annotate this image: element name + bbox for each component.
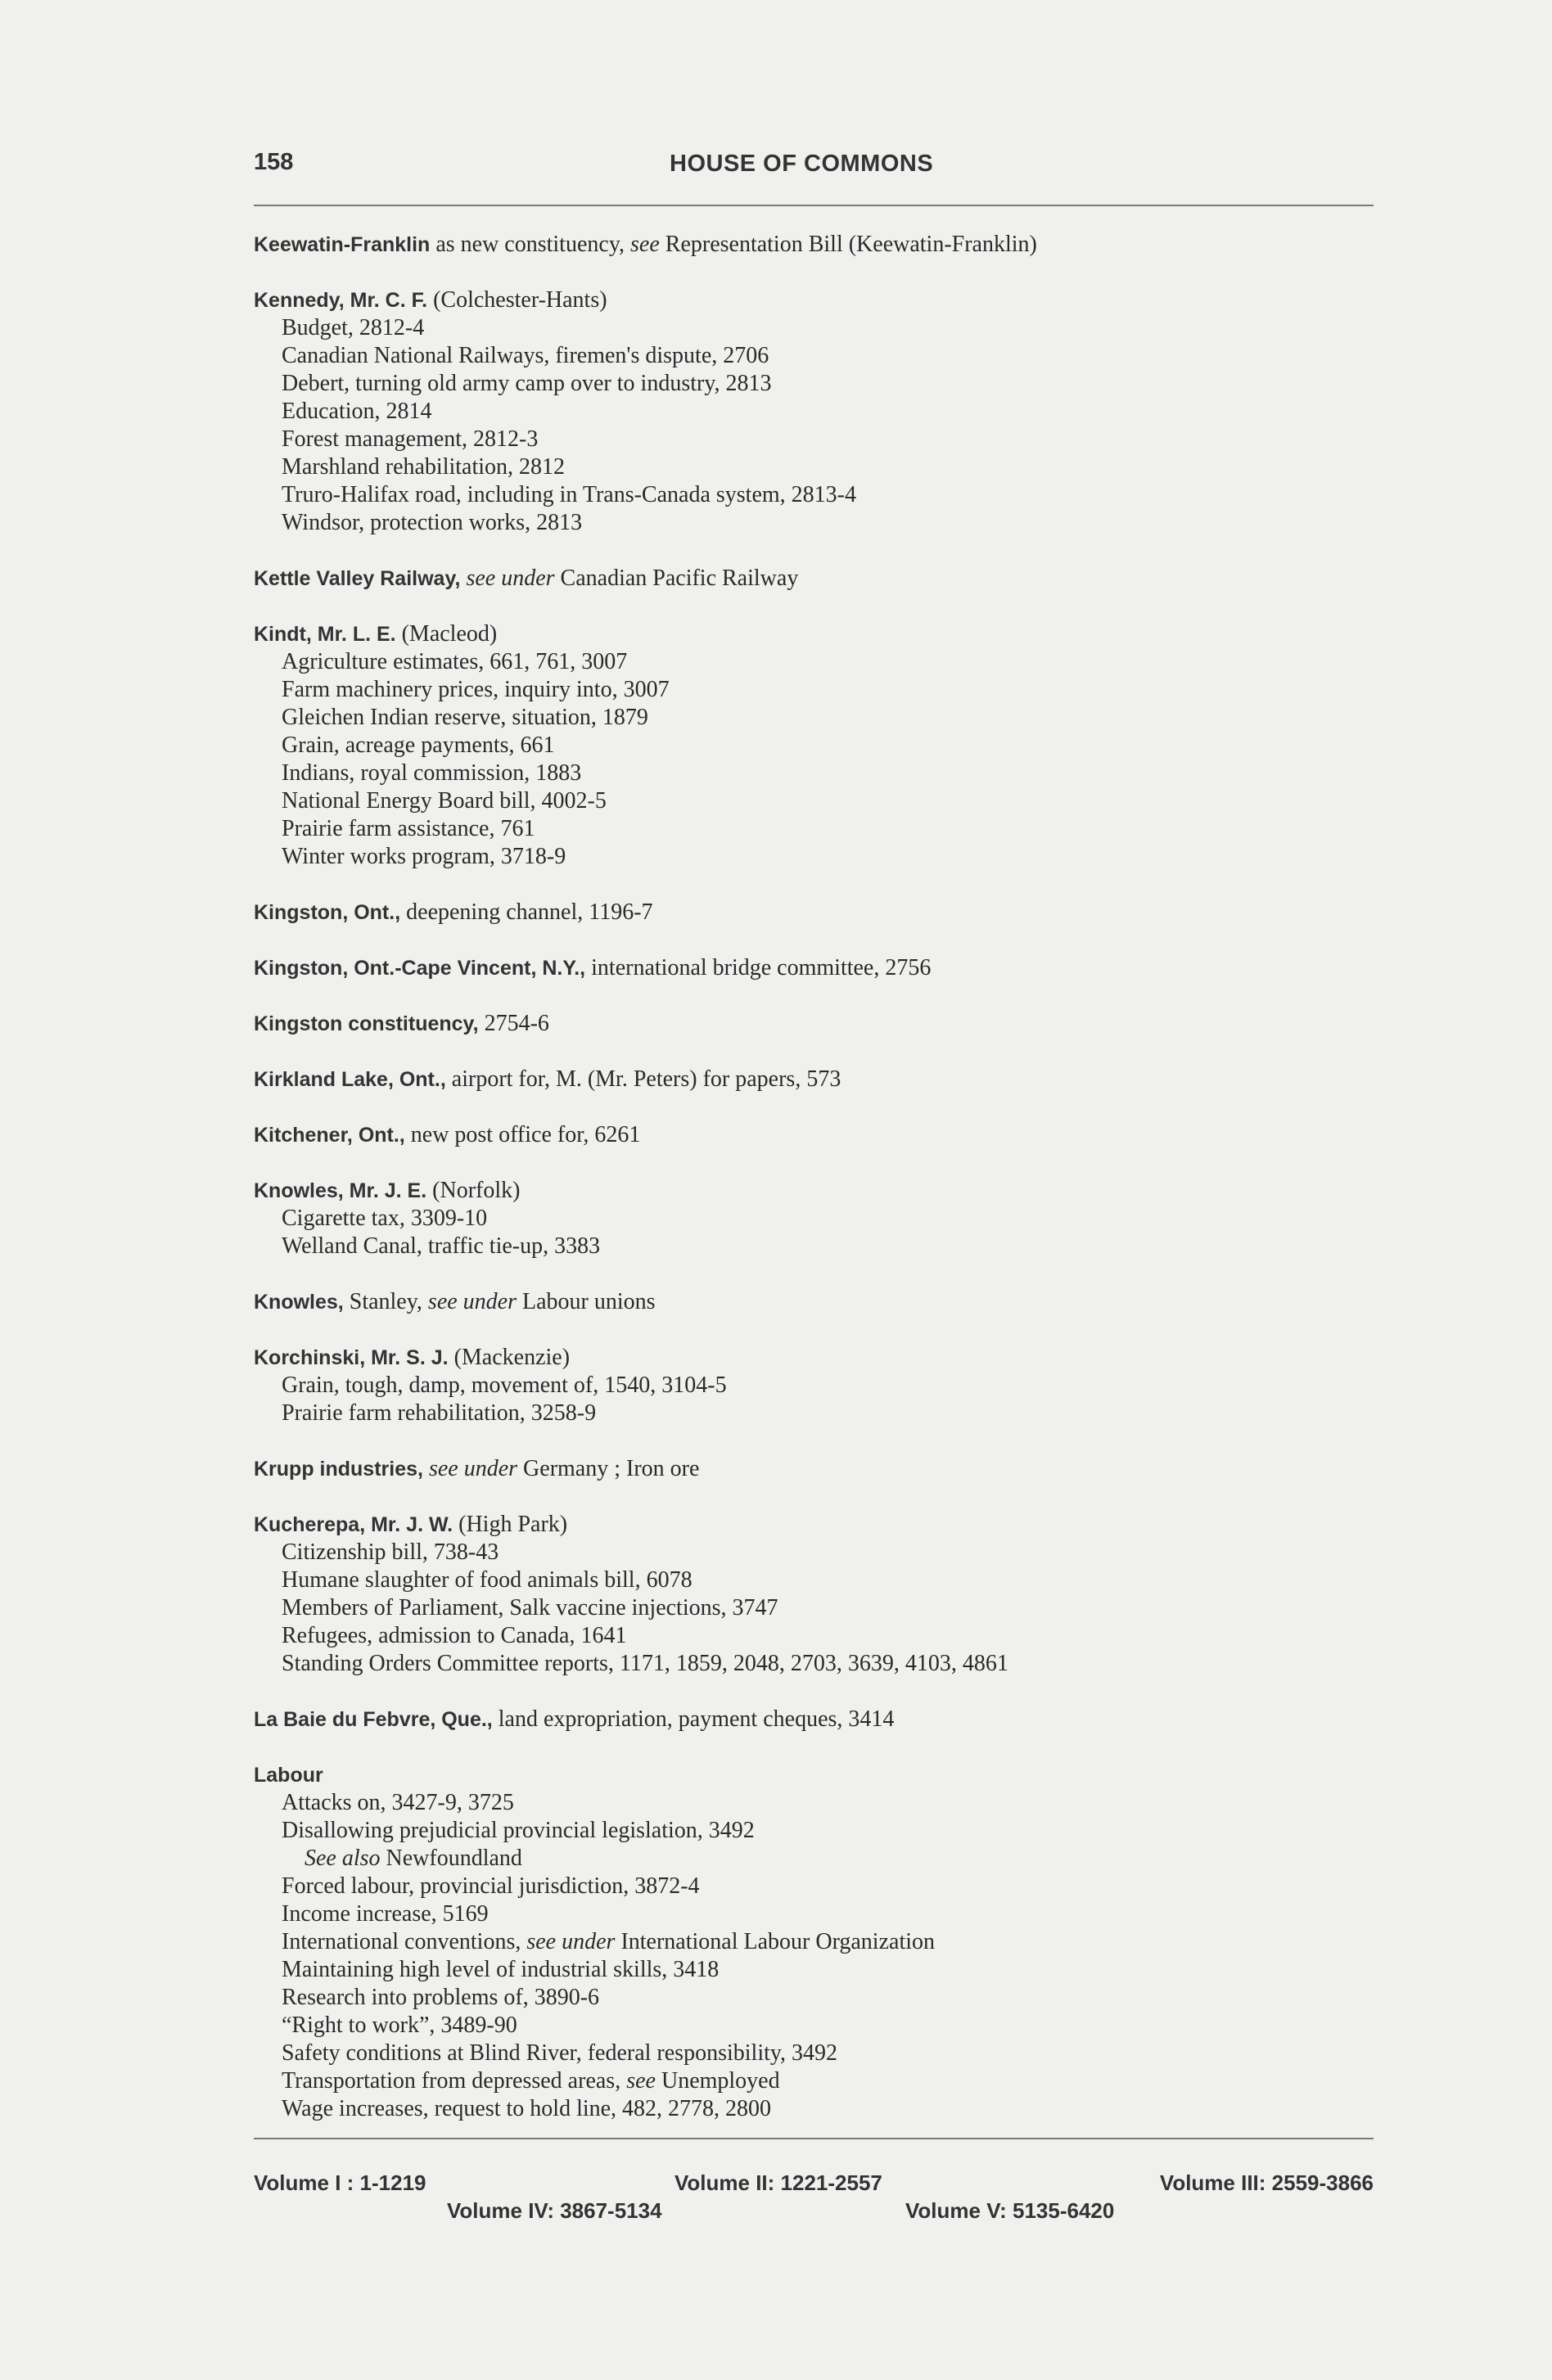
index-entry	[254, 1455, 1367, 1483]
subentry: Truro-Halifax road, including in Trans-Canada system, 2813-4	[282, 482, 856, 507]
entry-spacer	[254, 1733, 1367, 1761]
entry-qualifier: as new constituency,	[430, 232, 630, 257]
entry-heading: Labour	[254, 1764, 323, 1787]
entry-qualifier: land expropriation, payment cheques, 3414	[492, 1706, 895, 1732]
entry-heading-line	[254, 1344, 1367, 1372]
entry-spacer	[254, 1483, 1367, 1511]
subentry: Members of Parliament, Salk vaccine injections, 3747	[282, 1595, 778, 1620]
subentry: Maintaining high level of industrial skills, 3418	[282, 1957, 720, 1982]
subentry-text: International conventions,	[282, 1929, 527, 1954]
subentry: Forest management, 2812-3	[282, 426, 539, 452]
entry-spacer	[254, 1427, 1367, 1455]
entry-spacer	[254, 926, 1367, 954]
volume-3-range: Volume III: 2559-3866	[1159, 2170, 1374, 2195]
entry-qualifier: international bridge committee, 2756	[585, 955, 932, 980]
subentry: Indians, royal commission, 1883	[282, 760, 582, 786]
subentry: Welland Canal, traffic tie-up, 3383	[282, 1233, 601, 1259]
subentry-text: Transportation from depressed areas,	[282, 2068, 627, 2094]
index-entry	[254, 1010, 1367, 1038]
entry-spacer	[254, 1038, 1367, 1066]
entry-qualifier: deepening channel, 1196-7	[400, 899, 653, 925]
subentry: Cigarette tax, 3309-10	[282, 1206, 488, 1231]
entry-heading-line	[254, 1288, 1367, 1316]
subentry: Standing Orders Committee reports, 1171, 1859, 2048, 2703, 3639, 4103, 4861	[282, 1651, 1008, 1676]
subentry: Citizenship bill, 738-43	[282, 1539, 499, 1565]
entry-heading-line	[254, 1761, 1367, 1789]
entry-qualifier: 2754-6	[478, 1011, 549, 1036]
entry-spacer	[254, 1149, 1367, 1177]
entry-heading: Kingston, Ont.-Cape Vincent, N.Y.,	[254, 957, 586, 980]
see-reference-target: Canadian Pacific Railway	[554, 566, 799, 591]
subentry: Refugees, admission to Canada, 1641	[282, 1623, 627, 1648]
entry-heading: Kindt, Mr. L. E.	[254, 623, 396, 646]
entry-qualifier	[423, 1456, 429, 1481]
see-reference-word: see	[630, 232, 660, 257]
subentry: Gleichen Indian reserve, situation, 1879	[282, 705, 648, 730]
index-entry	[254, 1121, 1367, 1149]
subentry: Prairie farm assistance, 761	[282, 816, 535, 841]
entry-spacer	[254, 1260, 1367, 1288]
volume-footer	[254, 2170, 1374, 2236]
subentry: Attacks on, 3427-9, 3725	[282, 1790, 514, 1815]
index-entry	[254, 1761, 1367, 2123]
see-reference-target: Unemployed	[655, 2068, 780, 2094]
index-entries	[254, 231, 1367, 2123]
see-reference-word: see under	[428, 1456, 518, 1481]
index-entry	[254, 1288, 1367, 1316]
volume-2-range: Volume II: 1221-2557	[674, 2170, 882, 2195]
volume-5-range: Volume V: 5135-6420	[905, 2198, 1115, 2223]
page-header	[254, 149, 1374, 188]
entry-qualifier: Stanley,	[343, 1289, 428, 1314]
subentry: Debert, turning old army camp over to industry, 2813	[282, 371, 772, 396]
entry-heading-line	[254, 1121, 1367, 1149]
footer-rule	[254, 2138, 1374, 2139]
entry-spacer	[254, 1316, 1367, 1344]
subentry	[254, 2067, 1367, 2095]
see-reference-target: Labour unions	[517, 1289, 656, 1314]
subentry: Budget, 2812-4	[282, 315, 425, 340]
index-entry	[254, 1344, 1367, 1427]
index-entry	[254, 1066, 1367, 1093]
entry-heading-line	[254, 286, 1367, 314]
index-entry	[254, 620, 1367, 871]
entry-qualifier: airport for, M. (Mr. Peters) for papers, 573	[445, 1066, 841, 1092]
entry-spacer	[254, 537, 1367, 565]
subentry: Grain, acreage payments, 661	[282, 732, 555, 758]
running-title: HOUSE OF COMMONS	[670, 151, 934, 177]
subentry-list	[254, 648, 1367, 871]
entry-qualifier: (Colchester-Hants)	[427, 287, 607, 313]
entry-heading: Krupp industries,	[254, 1458, 423, 1481]
entry-heading: La Baie du Febvre, Que.,	[254, 1708, 493, 1731]
header-rule	[254, 205, 1374, 206]
entry-heading: Kingston, Ont.,	[254, 901, 401, 924]
see-reference-target: Germany ; Iron ore	[517, 1456, 700, 1481]
see-reference-word: see under	[466, 566, 555, 591]
subentry: Grain, tough, damp, movement of, 1540, 3104-5	[282, 1373, 727, 1398]
entry-heading: Knowles,	[254, 1291, 344, 1314]
entry-spacer	[254, 593, 1367, 620]
see-reference-word: see under	[427, 1289, 517, 1314]
entry-heading-line	[254, 1511, 1367, 1539]
entry-heading-line	[254, 1010, 1367, 1038]
see-reference-word: see under	[526, 1929, 616, 1954]
entry-heading-line	[254, 954, 1367, 982]
subentry: Agriculture estimates, 661, 761, 3007	[282, 649, 628, 674]
entry-heading: Kettle Valley Railway,	[254, 567, 461, 590]
entry-heading-line	[254, 1455, 1367, 1483]
subentry: “Right to work”, 3489-90	[282, 2013, 517, 2038]
subentry: Winter works program, 3718-9	[282, 844, 566, 869]
index-entry	[254, 1177, 1367, 1260]
index-entry	[254, 231, 1367, 259]
volume-1-range: Volume I : 1-1219	[254, 2170, 426, 2195]
entry-heading-line	[254, 899, 1367, 926]
entry-spacer	[254, 871, 1367, 899]
subentry: Humane slaughter of food animals bill, 6078	[282, 1567, 693, 1593]
see-reference-word: See also	[305, 1846, 381, 1871]
subentry: Safety conditions at Blind River, federal responsibility, 3492	[282, 2040, 838, 2066]
subentry-list	[254, 1539, 1367, 1678]
index-entry	[254, 1511, 1367, 1678]
subentry: Education, 2814	[282, 399, 432, 424]
entry-qualifier: (Macleod)	[395, 621, 498, 647]
subentry: Windsor, protection works, 2813	[282, 510, 583, 535]
entry-heading: Knowles, Mr. J. E.	[254, 1179, 427, 1202]
see-reference-target: International Labour Organization	[615, 1929, 936, 1954]
entry-heading-line	[254, 1706, 1367, 1733]
entry-spacer	[254, 1678, 1367, 1706]
entry-spacer	[254, 259, 1367, 286]
entry-heading: Keewatin-Franklin	[254, 233, 431, 256]
index-entry	[254, 286, 1367, 537]
entry-heading-line	[254, 1066, 1367, 1093]
subentry	[254, 1928, 1367, 1956]
subentry-list	[254, 1789, 1367, 2123]
subentry: Marshland rehabilitation, 2812	[282, 454, 566, 480]
entry-heading: Kirkland Lake, Ont.,	[254, 1068, 446, 1091]
index-entry	[254, 954, 1367, 982]
see-reference-word: see	[626, 2068, 656, 2094]
entry-spacer	[254, 1093, 1367, 1121]
subentry: Prairie farm rehabilitation, 3258-9	[282, 1400, 597, 1426]
subentry	[254, 1845, 1367, 1873]
subentry: Research into problems of, 3890-6	[282, 1985, 600, 2010]
subentry: Canadian National Railways, firemen's dispute, 2706	[282, 343, 769, 368]
see-reference-target: Representation Bill (Keewatin-Franklin)	[659, 232, 1037, 257]
entry-heading-line	[254, 231, 1367, 259]
entry-heading: Korchinski, Mr. S. J.	[254, 1346, 449, 1369]
page-number: 158	[254, 149, 294, 175]
subentry-list	[254, 1205, 1367, 1260]
entry-heading: Kingston constituency,	[254, 1012, 479, 1035]
entry-qualifier: new post office for, 6261	[404, 1122, 641, 1147]
entry-heading-line	[254, 1177, 1367, 1205]
subentry-list	[254, 314, 1367, 537]
subentry: Wage increases, request to hold line, 482, 2778, 2800	[282, 2096, 772, 2121]
index-entry	[254, 899, 1367, 926]
subentry: Forced labour, provincial jurisdiction, 3872-4	[282, 1873, 700, 1899]
entry-spacer	[254, 982, 1367, 1010]
subentry: Income increase, 5169	[282, 1901, 489, 1927]
volume-4-range: Volume IV: 3867-5134	[447, 2198, 662, 2223]
subentry: Farm machinery prices, inquiry into, 3007	[282, 677, 670, 702]
entry-qualifier: (High Park)	[453, 1512, 568, 1537]
entry-heading: Kitchener, Ont.,	[254, 1124, 405, 1147]
entry-heading-line	[254, 565, 1367, 593]
entry-qualifier: (Norfolk)	[426, 1178, 521, 1203]
index-entry	[254, 1706, 1367, 1733]
subentry: National Energy Board bill, 4002-5	[282, 788, 607, 814]
index-entry	[254, 565, 1367, 593]
subentry: Disallowing prejudicial provincial legislation, 3492	[282, 1818, 755, 1843]
entry-heading: Kennedy, Mr. C. F.	[254, 289, 428, 312]
see-reference-target: Newfoundland	[380, 1846, 522, 1871]
entry-heading-line	[254, 620, 1367, 648]
entry-heading: Kucherepa, Mr. J. W.	[254, 1513, 453, 1536]
subentry-list	[254, 1372, 1367, 1427]
entry-qualifier: (Mackenzie)	[448, 1345, 571, 1370]
